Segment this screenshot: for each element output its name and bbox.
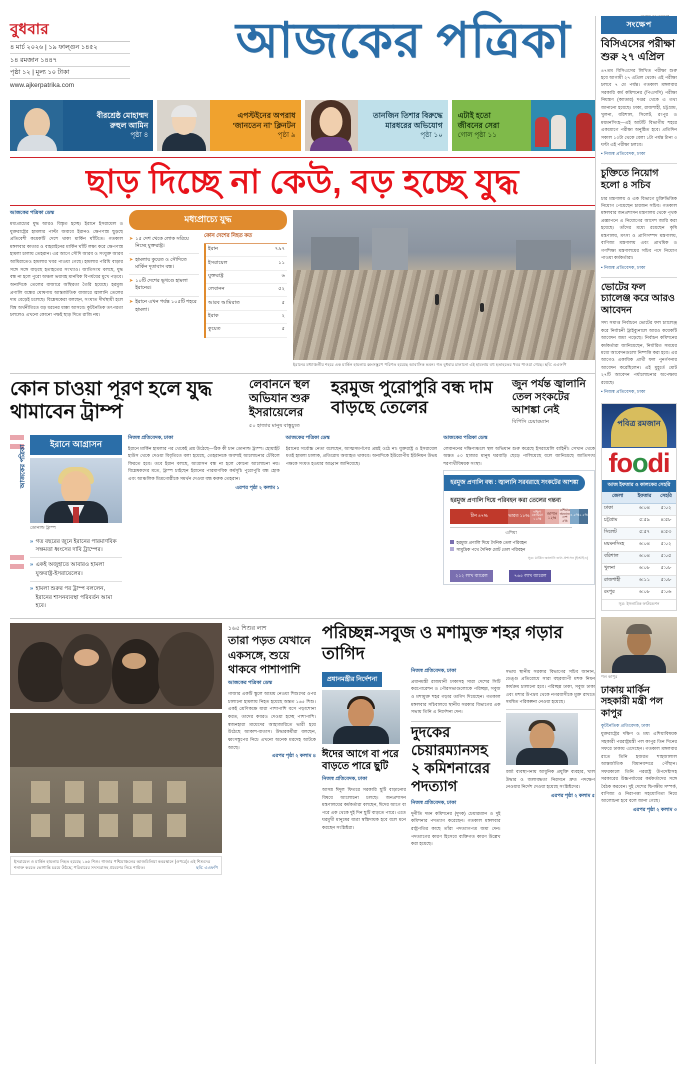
bullet-arrow-icon: ➤ <box>129 299 134 306</box>
infographic-axis-label: এশিয়া <box>450 527 572 537</box>
iftar-time: ৬:০৪ <box>633 503 656 515</box>
infographic-subtitle: হরমুজ প্রণালি দিয়ে পরিবহন করা তেলের গন্তব্য <box>450 497 562 504</box>
sehri-time: ৪:৫৩ <box>656 527 676 539</box>
sehri-time: ৫:০৫ <box>656 551 676 563</box>
teaser-thumbnail <box>10 100 63 151</box>
rail-item[interactable] <box>601 38 677 158</box>
infographic-pill: ৭৬৫ লাখ ব্যারেল <box>509 570 551 582</box>
death-count: ৫২ <box>264 284 287 297</box>
sehri-time: ৫:০৮ <box>656 563 676 575</box>
country-name: ইসরায়েল <box>205 257 264 270</box>
iran-bullet-list <box>30 535 122 614</box>
rail-bottom-item[interactable] <box>601 617 677 815</box>
table-row <box>602 503 676 515</box>
spine-brand-label: আজকের পত্রিকা <box>19 444 27 488</box>
death-count: ৭৯৭ <box>264 244 287 257</box>
city-name: রাজশাহী <box>602 575 633 587</box>
secondary-headlines-deck <box>10 373 595 431</box>
rail-credit: • নিজস্ব প্রতিবেদক, ঢাকা <box>601 389 646 395</box>
pm-photo <box>322 690 400 744</box>
hormuz-headline: হরমুজ পুরোপুরি বন্ধ দাম বাড়ছে তেলের <box>331 377 493 418</box>
spine-bar <box>10 564 24 569</box>
city-name: বরিশাল <box>602 551 633 563</box>
death-count: ৫ <box>264 324 287 337</box>
photo-credit: ছবি: এএফপি <box>196 865 218 871</box>
rubble-photo <box>293 210 595 360</box>
city-name: রংপুর <box>602 587 633 599</box>
weekday-label: বুধবার <box>10 22 130 42</box>
aerial-caption-text: ইসরায়েল ও মার্কিন হামলায় নিহত হয়েছে ১৬৫ শিশু। গাজার পশ্চিমাঞ্চলের আজমিলিয়া কবরস্থানে (ওপরে)। এই শিশুদের শনাক্ত করতে ভোগান্তি চরমে উঠছে; পরিবারের সদস্যরাসহ প্রবেশের নিচে শায়িত। <box>14 859 211 871</box>
page-price-info: পৃষ্ঠা ১২ | মূল্য ১০ টাকা <box>10 67 130 80</box>
legend-swatch-icon <box>450 547 454 551</box>
teaser-line1: তানজিন তিশার বিরুদ্ধে <box>373 111 443 121</box>
date-hijri: ১৪ রমজান ১৪৪৭ <box>10 54 130 67</box>
bullet-arrow-icon: ➤ <box>129 277 134 284</box>
rail-header: সংক্ষেপ <box>601 16 677 34</box>
children-body: গাজার একটি স্কুলে আশ্রয় নেওয়া শিশুদের ওপর চালানো হামলায় নিহত হয়েছে অন্তত ১৬৫ শিশু। একই শ্রেণিকক্ষে যারা পাশাপাশি বসে পড়াশোনা করত, তাদের কবরও দেওয়া হচ্ছে পাশাপাশি। স্বজনহারা মায়েদের আহাজারিতে ভারী হয়ে উঠেছে আকাশ-বাতাস। উদ্ধারকর্মীরা বলছেন, ধ্বংসস্তূপের নিচে এখনো অনেক মরদেহ আটকে আছে। <box>228 691 316 750</box>
teaser-page: পৃষ্ঠা ৯ <box>277 131 296 139</box>
table-row <box>205 257 287 270</box>
teaser-thumbnail <box>157 100 210 151</box>
infobox-bullets <box>129 233 199 338</box>
teaser-item[interactable] <box>452 100 595 151</box>
children-story-column <box>228 623 316 874</box>
prayer-times-header: আজ ইফতার ও কালকের সেহরি <box>602 480 676 492</box>
sehri-time: ৫:০২ <box>656 503 676 515</box>
dudok-official-photo <box>506 713 578 765</box>
bar-segment: ভারত ১৮% <box>508 509 530 524</box>
teaser-line1: বীরশ্রেষ্ঠ মোহাম্মদ <box>96 111 149 121</box>
table-row <box>205 324 287 337</box>
iftar-time: ৫:৫৭ <box>633 527 656 539</box>
lebanon-story-head[interactable] <box>249 378 325 431</box>
mid-body-2: ইরানের সর্বোচ্চ নেতা বলেছেন, আত্মসমর্পণের প্রশ্নই ওঠে না। যুক্তরাষ্ট্র ও ইসরায়েল যতই হামলা চালাক, প্রতিরোধ অব্যাহত থাকবে। অন্যদিকে ইউরোপীয় ইউনিয়ন উভয় পক্ষকে সংযত হওয়ার আহ্বান জানিয়েছে। <box>285 445 438 466</box>
infobox <box>129 210 287 368</box>
rail-item[interactable] <box>601 168 677 271</box>
rail-body: ৪৭তম বিসিএসের লিখিত পরীক্ষা শুরু হবে আগামী ২৭ এপ্রিল থেকে। এই পরীক্ষা চলবে ৭ মে পর্যন্ত। গতকাল মঙ্গলবার সরকারি কর্ম কমিশনের (পিএসসি) পরীক্ষা নিয়ন্ত্রণ (ক্যাডার) দপ্তর থেকে এ তথ্য জানানো হয়েছে। ঢাকা, রাজশাহী, চট্টগ্রাম, খুলনা, বরিশাল, সিলেট, রংপুর ও ময়মনসিংহ—এই আটটি বিভাগীয় শহরে একযোগে পরীক্ষা অনুষ্ঠিত হবে। প্রতিদিন সকাল ১০টা থেকে বেলা ১টা পর্যন্ত টানা ৩ ঘণ্টা এই পরীক্ষা চলবে। <box>601 67 677 147</box>
trump-photo-caption: ডোনাল্ড ট্রাম্প <box>30 524 56 530</box>
city-name: সিলেট <box>602 527 633 539</box>
city-headline[interactable]: পরিচ্ছন্ন-সবুজ ও মশামুক্ত শহর গড়ার তাগিদ <box>322 623 563 664</box>
teaser-strip <box>10 100 595 151</box>
death-count: ১১ <box>264 257 287 270</box>
rail-headline: বিসিএসের পরীক্ষা শুরু ২৭ এপ্রিল <box>601 38 676 63</box>
iftar-time: ৬:০৮ <box>633 563 656 575</box>
rail-credit: • নিজস্ব প্রতিবেদক, ঢাকা <box>601 151 646 157</box>
bullet-icon: » <box>30 586 34 593</box>
country-name: কুয়েত <box>205 324 264 337</box>
city-name: ঢাকা <box>602 503 633 515</box>
rail-divider <box>601 163 677 164</box>
graveyard-aerial-photo <box>10 713 222 853</box>
foodi-logo: foodi <box>602 448 676 479</box>
children-kicker: ১৬৫ শিশুর লাশ <box>228 626 267 633</box>
fuel-headline: জুন পর্যন্ত জ্বালানি তেল সংকটের আশঙ্কা নেই <box>512 377 586 416</box>
rail-credit: • নিজস্ব প্রতিবেদক, ঢাকা <box>601 264 646 270</box>
mid-body-1: ইরানে মার্কিন হামলার পর থেকেই প্রশ্ন উঠেছে—ঠিক কী চান ডোনাল্ড ট্রাম্প। হোয়াইট হাউস থেকে দেওয়া বিবৃতিতে বলা হয়েছে, তেহরানকে অবশ্যই আলোচনার টেবিলে ফিরতে হবে। তবে ইরান বলছে, আগ্রাসন বন্ধ না হলে কোনো আলোচনা নয়। বিশ্লেষকদের মতে, ট্রাম্প চাইছেন ইরানের পারমাণবিক কর্মসূচি পুরোপুরি বন্ধ হোক এবং আঞ্চলিক মিত্রগোষ্ঠীকে সমর্থন দেওয়া বন্ধ করুক তেহরান। <box>128 445 280 482</box>
table-row <box>602 515 676 527</box>
fuel-subhead: বিপিসি চেয়ারম্যান <box>512 418 550 425</box>
main-headline: ছাড় দিচ্ছে না কেউ, বড় হচ্ছে যুদ্ধ <box>85 163 519 200</box>
city-body-column-2 <box>506 668 596 848</box>
teaser-line1: এটাই হতো <box>457 111 491 121</box>
trump-photo <box>30 458 122 523</box>
sehri-time: ৪:৫৮ <box>656 515 676 527</box>
pal-kapur-photo <box>601 617 677 673</box>
bar-segment: জাপান ১২% <box>545 509 560 524</box>
infobox-table-title: কোন দেশের নিহত কত <box>204 233 287 244</box>
eid-credit: নিজস্ব প্রতিবেদক, ঢাকা <box>322 775 368 782</box>
rail-photo-caption: পল কাপুর <box>601 673 618 679</box>
rail-body: সদ্য সমাপ্ত নির্বাচনে ভোটের ফল চ্যালেঞ্জ করে নির্বাচনী ট্রাইব্যুনালে আরও কয়েকটি আবেদন জমা পড়েছে। নির্বাচন কমিশনের কর্মকর্তারা জানিয়েছেন, নির্ধারিত সময়ের মধ্যে আবেদনগুলো নিষ্পত্তি করা হবে। এর আগেও একাধিক প্রার্থী ফল পুনর্গণনার আবেদন করেছিলেন। এই মুহূর্তে মোট ২৭টি আবেদন পর্যালোচনার অপেক্ষায় রয়েছে। <box>601 320 677 385</box>
mid-body-3: লেবাননের দক্ষিণাঞ্চলে স্থল অভিযান শুরু করেছে ইসরায়েলি বাহিনী। সেখান থেকে অন্তত ৫০ হাজার মানুষ ঘরবাড়ি ছেড়ে পালিয়েছে বলে জানিয়েছে জাতিসংঘ শরণার্থীবিষয়ক সংস্থা। <box>443 445 596 466</box>
jump-line[interactable]: এরপর পৃষ্ঠা ২ কলাম ৫ <box>550 792 595 799</box>
table-row <box>602 551 676 563</box>
city-photo-column <box>322 668 406 848</box>
table-row <box>205 284 287 297</box>
hormuz-infographic <box>443 470 595 585</box>
teaser-thumbnail <box>531 100 595 151</box>
lead-credit: আজকের পত্রিকা ডেস্ক <box>10 209 55 216</box>
rail-bottom-credit: কূটনৈতিক প্রতিবেদক, ঢাকা <box>601 723 650 729</box>
mid-text-columns <box>128 435 595 614</box>
dudok-headline[interactable]: দুদকের চেয়ারম্যানসহ ২ কমিশনারের পদত্যাগ <box>411 724 491 795</box>
headline-rule-bottom <box>10 205 595 206</box>
newspaper-logo: আজকের পত্রিকা <box>235 14 572 68</box>
bar-segment: এশিয়ার অন্যান্য দেশ ৫% <box>559 507 570 524</box>
iftar-time: ৬:১১ <box>633 575 656 587</box>
teaser-item[interactable] <box>305 100 448 151</box>
table-row <box>602 527 676 539</box>
bullet-icon: » <box>30 562 34 569</box>
iran-banner-label: ইরানে আগ্রাসন <box>30 435 122 455</box>
infographic-stacked-bar <box>450 509 588 524</box>
table-row <box>205 310 287 323</box>
hormuz-story-head[interactable] <box>331 378 506 431</box>
teaser-page: গোল পৃষ্ঠা ১১ <box>457 131 497 139</box>
ramadan-label: পবিত্র রমজান <box>617 419 661 429</box>
bullet-arrow-icon: ➤ <box>129 235 134 242</box>
country-name: যুক্তরাষ্ট্র <box>205 270 264 283</box>
iftar-time: ৬:০৪ <box>633 539 656 551</box>
bullet-arrow-icon: ➤ <box>129 256 134 263</box>
iftar-time: ৬:০৪ <box>633 551 656 563</box>
bottom-section <box>10 618 595 874</box>
teaser-line2: রুহুল আমিন <box>110 120 149 130</box>
dudok-credit: নিজস্ব প্রতিবেদক, ঢাকা <box>411 799 457 806</box>
bar-segment: ২.৫% <box>579 509 588 524</box>
sehri-time: ৫:০২ <box>656 539 676 551</box>
aerial-photo-caption <box>10 856 222 874</box>
website-link[interactable]: www.ajkerpatrika.com <box>10 81 75 89</box>
eid-body: আসন্ন ঈদুল ফিতরে সরকারি ছুটি বাড়ানোর বিষয়ে আলোচনা চলছে। জনপ্রশাসন মন্ত্রণালয়ের কর্মকর্তারা বলছেন, ঈদের আগে বা পরে এক থেকে দুই দিন ছুটি বাড়তে পারে। এতে ঘরমুখী মানুষের যাত্রা স্বস্তিদায়ক হবে বলে মনে করছেন সংশ্লিষ্টরা। <box>322 786 406 831</box>
lead-body-text: মধ্যপ্রাচ্যের যুদ্ধ আরও বিস্তৃত হচ্ছে। ইরানে ইসরায়েল ও যুক্তরাষ্ট্রের হামলার পাল্টা জবাবে ইরানও ক্ষেপণাস্ত্র ছুড়ছে প্রতিবেশী কয়েকটি দেশে থাকা মার্কিন ঘাঁটিতে। গতকাল মঙ্গলবার কাতার ও বাহরাইনের মার্কিন ঘাঁটি লক্ষ্য করে ক্ষেপণাস্ত্র হামলা চালায় তেহরান। এর আগে সৌদি আরব ও সংযুক্ত আরব আমিরাতেও হামলার খবর পাওয়া গেছে। হামলার পরিধি বাড়ার সঙ্গে সঙ্গে বাড়ছে হতাহতের সংখ্যাও। জাতিসংঘ বলছে, যুদ্ধ বন্ধ না হলে পুরো অঞ্চল ভয়াবহ মানবিক বিপর্যয়ের মুখে পড়বে। অন্যদিকে তেলের বাজারে অস্থিরতা তৈরি হয়েছে। হরমুজ প্রণালি বন্ধের ঘোষণায় আন্তর্জাতিক বাজারে জ্বালানি তেলের দাম বেড়েই চলেছে। বিশ্লেষকেরা বলছেন, সংঘাত দীর্ঘস্থায়ী হলে বিশ্ব অর্থনীতিতে বড় ধরনের ধাক্কা আসবে। কূটনৈতিক তৎপরতা চললেও এখনো কোনো পক্ষই ছাড় দিতে রাজি নয়। <box>10 220 123 318</box>
bullet-icon: » <box>30 538 34 545</box>
city-body-1: প্রধানমন্ত্রী রাজধানী ঢাকাসহ সারা দেশের সিটি করপোরেশন ও পৌরসভাগুলোকে পরিচ্ছন্ন, সবুজ ও মশামুক্ত শহর গড়ার তাগিদ দিয়েছেন। গতকাল মঙ্গলবার সচিবালয়ে স্থানীয় সরকার বিভাগের এক সভায় তিনি এ নির্দেশনা দেন। <box>411 678 501 715</box>
mourning-crowd-photo <box>10 623 222 709</box>
city-body-column-1 <box>411 668 501 848</box>
mid-credit-3: আজকের পত্রিকা ডেস্ক <box>443 434 488 441</box>
lebanon-headline: লেবাননে স্থল অভিযান শুরু ইসরায়েলের <box>249 378 310 420</box>
infobox-title: মধ্যপ্রাচ্যে যুদ্ধ <box>129 210 287 230</box>
table-row <box>602 539 676 551</box>
city-credit: নিজস্ব প্রতিবেদক, ঢাকা <box>411 667 457 674</box>
country-name: ইরান <box>205 244 264 257</box>
rail-headline: ভোটের ফল চ্যালেঞ্জ করে আরও আবেদন <box>601 281 675 316</box>
eid-headline[interactable]: ঈদের আগে বা পরে বাড়তে পারে ছুটি <box>322 748 399 773</box>
city-name: চট্টগ্রাম <box>602 515 633 527</box>
bar-segment: দক্ষিণ কোরিয়া ১২% <box>530 509 545 524</box>
teaser-line2: মারধরের অভিযোগ <box>385 120 443 130</box>
legend-swatch-icon <box>450 540 454 544</box>
infographic-legend <box>444 537 594 555</box>
pm-directive-badge: প্রধানমন্ত্রীর নির্দেশনা <box>322 672 382 687</box>
country-name: ইরাক <box>205 310 264 323</box>
infographic-source: সূত্র: মার্কিন জ্বালানি তথ্য প্রশাসন (ইআইএ) <box>527 555 589 560</box>
col-sehri: সেহরি <box>656 492 676 504</box>
col-iftar: ইফতার <box>633 492 656 504</box>
lead-photo-caption: ইরানের মধ্যাঞ্চলীয় শহরে এক মার্কিন হামলায় ধ্বংসস্তূপে পরিণত হয়েছে আবাসিক ভবন। গত বুধবার চালানো এই হামলায় বহু হতাহতের খবর পাওয়া গেছে। ছবি: এএফপি <box>293 361 567 367</box>
iran-aggression-panel <box>30 435 122 614</box>
legend-label: হরমুজ প্রণালি দিয়ে দৈনিক তেল পরিবহন <box>456 539 527 545</box>
rail-bottom-body: যুক্তরাষ্ট্রের দক্ষিণ ও মধ্য এশিয়াবিষয়ক সহকারী পররাষ্ট্রমন্ত্রী পল কাপুর তিন দিনের সফরে ঢাকায় এসেছেন। গতকাল মঙ্গলবার রাতে তিনি হজরত শাহজালাল আন্তর্জাতিক বিমানবন্দরে পৌঁছান। সফরকালে তিনি পররাষ্ট্র উপদেষ্টাসহ সরকারের উচ্চপর্যায়ের কর্মকর্তাদের সঙ্গে বৈঠক করবেন। দুই দেশের দ্বিপক্ষীয় সম্পর্ক, বাণিজ্য ও নিরাপত্তা সহযোগিতা নিয়ে আলোচনা হবে বলে জানা গেছে। <box>601 731 677 804</box>
jump-line[interactable]: এরপর পৃষ্ঠা ২ কলাম ১ <box>235 484 280 491</box>
rail-divider <box>601 277 677 278</box>
country-name: আরব আমিরাত <box>205 297 264 310</box>
death-count: ৬ <box>264 270 287 283</box>
children-credit: আজকের পত্রিকা ডেস্ক <box>228 680 273 687</box>
trump-story-head[interactable] <box>10 378 243 431</box>
death-count: ২ <box>264 310 287 323</box>
vertical-brand-spine <box>10 435 27 614</box>
mid-column-2 <box>286 435 438 614</box>
lebanon-subhead: ৫০ হাজার মানুষ বাস্তুচ্যুত <box>249 422 300 429</box>
teaser-page: পৃষ্ঠা ৪ <box>130 131 149 139</box>
teaser-line2: 'জানতেন না' ক্লিনটন <box>232 120 296 130</box>
sehri-time: ৫:০৮ <box>656 575 676 587</box>
teaser-item[interactable] <box>157 100 300 151</box>
date-gregorian-bengali: ৪ মার্চ ২০২৬ | ১৯ ফাল্গুন ১৪৫২ <box>10 42 130 55</box>
city-body-2: সভায় স্থানীয় সরকার বিভাগের সচিব জানান, ডেঙ্গু প্রতিরোধে সারা বছরব্যাপী মশক নিধন কার্যক্রম চালানো হবে। পরিচ্ছন্ন ঢাকা, সবুজ ঢাকা এবং মশার উপদ্রব থেকে নগরবাসীকে মুক্ত রাখতে সমন্বিত পরিকল্পনা নেওয়া হয়েছে। <box>505 668 595 705</box>
table-row <box>205 297 287 310</box>
mid-section <box>10 435 595 614</box>
masthead <box>10 8 677 96</box>
iran-bullet: একই অজুহাতে আবারও হামলা যুক্তরাষ্ট্র-ইসরায়েলের। <box>35 562 105 577</box>
spine-bar <box>10 555 24 560</box>
fuel-story-head[interactable] <box>512 378 595 431</box>
jump-line[interactable]: এরপর পৃষ্ঠা ২ কলাম ৩ <box>632 806 677 813</box>
prayer-source: সূত্র: ইসলামিক ফাউন্ডেশন <box>618 601 660 607</box>
mid-column-1 <box>128 435 280 614</box>
infobox-bullet: হামলায় কুয়েত ও সৌদিতে মার্কিন দূতাবাস বন্ধ। <box>135 256 187 271</box>
teaser-line1: এপস্টইনের অপরাধ <box>237 111 296 121</box>
city-name: ময়মনসিংহ <box>602 539 633 551</box>
mid-credit-1: নিজস্ব প্রতিবেদক, ঢাকা <box>128 434 174 441</box>
infobox-bullet: ১৫ দেশ থেকে লোক সরিয়ে নিচ্ছে যুক্তরাষ্ট্র। <box>135 235 189 250</box>
mid-credit-2: আজকের পত্রিকা ডেস্ক <box>285 434 330 441</box>
lead-story-block <box>10 210 595 368</box>
infobox-table-area <box>204 233 287 338</box>
teaser-item[interactable] <box>10 100 153 151</box>
children-photo-column <box>10 623 222 874</box>
teaser-line2: জীবনের সেরা <box>457 120 500 130</box>
foodi-advertisement[interactable] <box>601 403 677 611</box>
mid-column-3 <box>443 435 595 614</box>
rail-headline: চুক্তিতে নিয়োগ হলো ৪ সচিব <box>601 168 659 191</box>
country-name: লেবানন <box>205 284 264 297</box>
infographic-pill: ২১২ লাখ ব্যারেল <box>450 570 492 582</box>
infographic-title: হরমুজ প্রণালি বন্ধ : জ্বালানি সরবরাহে সংকটের আশঙ্কা <box>444 475 584 491</box>
lead-text-column <box>10 210 123 368</box>
table-row <box>205 270 287 283</box>
legend-label: সামুদ্রিক পথে দৈনিক মোট তেল পরিবহন <box>456 546 526 552</box>
rail-bottom-headline: ঢাকায় মার্কিন সহকারী মন্ত্রী পল কাপুর <box>601 684 664 719</box>
table-row <box>205 244 287 257</box>
bar-segment: ৪.৫% <box>570 509 579 524</box>
teaser-thumbnail <box>305 100 358 151</box>
trump-headline: কোন চাওয়া পূরণ হলে যুদ্ধ থামাবেন ট্রাম্প <box>10 377 213 424</box>
date-block <box>10 8 130 91</box>
rail-body: চার মন্ত্রণালয় ও এক বিভাগে চুক্তিভিত্তিক নিয়োগ পেয়েছেন চারজন সচিব। গতকাল মঙ্গলবার জনপ্রশাসন মন্ত্রণালয় থেকে পৃথক প্রজ্ঞাপনে এ নিয়োগের আদেশ জারি করা হয়েছে। তাঁদের মধ্যে রয়েছেন কৃষি মন্ত্রণালয়, মৎস্য ও প্রাণিসম্পদ মন্ত্রণালয়, বাণিজ্য মন্ত্রণালয় এবং প্রাথমিক ও গণশিক্ষা মন্ত্রণালয়ের সচিব পদে নিয়োগ পাওয়া কর্মকর্তারা। <box>601 195 677 261</box>
city-body-3: বর্জ্য ব্যবস্থাপনায় আধুনিক প্রযুক্তি ব্যবহার, খাল উদ্ধার ও জলাবদ্ধতা নিরসনে দ্রুত পদক্ষেপ নেওয়ার নির্দেশ দেওয়া হয়েছে সংশ্লিষ্টদের। <box>505 768 595 790</box>
children-headline[interactable]: তারা পড়ত যেখানে একসঙ্গে, শুয়ে থাকবে পাশাপাশি <box>228 635 311 676</box>
table-row <box>602 563 676 575</box>
jump-line[interactable]: এরপর পৃষ্ঠা ২ কলাম ৪ <box>271 753 316 760</box>
iran-bullet: হামলা শুরুর পর ট্রাম্প বললেন, ইরানের শাসনব্যবস্থা পরিবর্তন আমা হবে। <box>35 586 113 609</box>
infobox-bullet: ১০টি দেশের ভূখণ্ডে হামলা ইরানের। <box>135 277 188 292</box>
city-name: খুলনা <box>602 563 633 575</box>
teaser-page: পৃষ্ঠা ১০ <box>420 131 443 139</box>
sehri-time: ৫:০৬ <box>656 587 676 599</box>
iran-bullet: গত বছরের জুনে ইরানের পারমাণবিক সক্ষমতা ধ্বংসের দাবি ট্রাম্পের। <box>35 538 117 553</box>
deaths-table <box>204 244 287 338</box>
prayer-times-table <box>602 492 676 600</box>
dudok-body: দুর্নীতি দমন কমিশনের (দুদক) চেয়ারম্যান ও দুই কমিশনার পদত্যাগ করেছেন। গতকাল মঙ্গলবার রাষ্ট্রপতির কাছে তাঁরা পদত্যাগপত্র জমা দেন। পদত্যাগের কারণ হিসেবে ব্যক্তিগত কারণ উল্লেখ করা হয়েছে। <box>411 810 501 847</box>
bar-segment: চীন ৪৭% <box>450 509 508 524</box>
lead-photo-area <box>293 210 595 368</box>
table-row <box>602 587 676 599</box>
infobox-bullet: ইরানে এখন পর্যন্ত ১০৫টি শহরে হামলা। <box>135 299 197 313</box>
death-count: ৫ <box>264 297 287 310</box>
iftar-time: ৬:০৮ <box>633 587 656 599</box>
rail-item[interactable] <box>601 282 677 397</box>
city-story-column <box>322 623 595 874</box>
table-row <box>602 575 676 587</box>
dudok-story <box>411 721 501 848</box>
right-rail <box>595 16 677 1064</box>
ad-banner-top <box>602 404 676 448</box>
iftar-time: ৫:৫৯ <box>633 515 656 527</box>
col-city: জেলা <box>602 492 633 504</box>
